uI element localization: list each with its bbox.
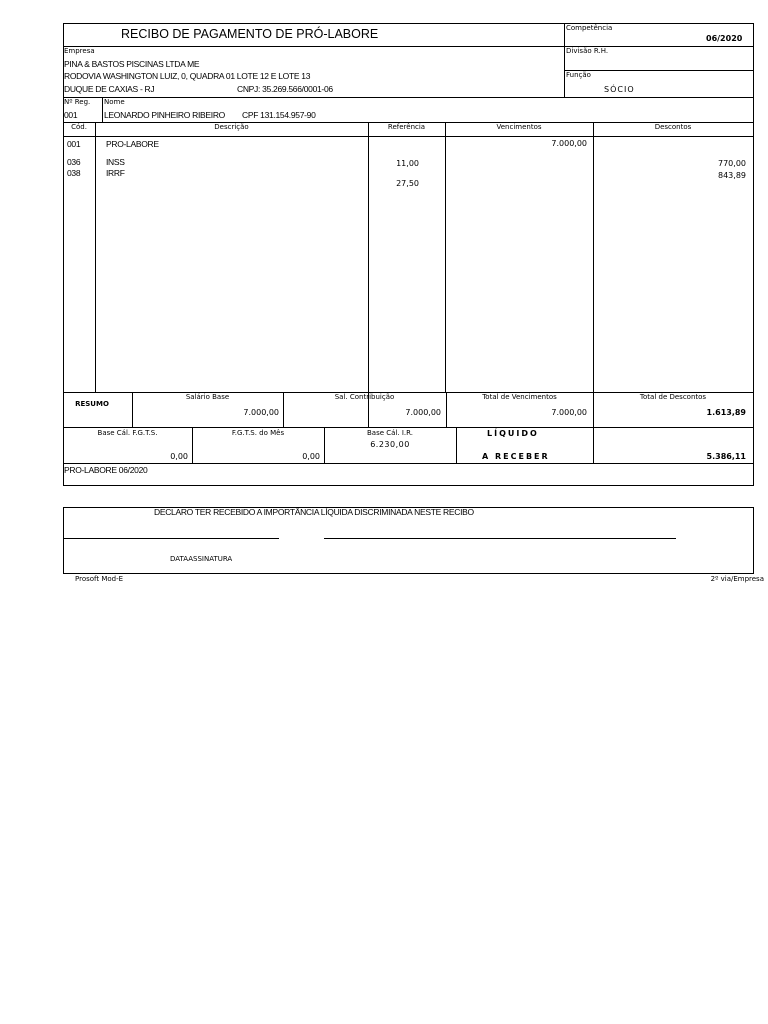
employee-cpf: CPF 131.154.957-90 [242,110,316,120]
row-referencia: 27,50 [396,179,419,188]
row-descontos: 843,89 [718,171,746,180]
a-receber-label: A RECEBER [482,452,550,461]
liquido-label: LÍQUIDO [487,429,539,438]
base-ir-label: Base Cál. I.R. [367,429,413,437]
prosoft-label: Prosoft Mod-E [75,575,124,583]
empresa-address: RODOVIA WASHINGTON LUIZ, 0, QUADRA 01 LOTE 12 E LOTE 13 [64,71,311,81]
declaration-text: DECLARO TER RECEBIDO A IMPORTÂNCIA LÍQUIDA DISCRIMINADA NESTE RECIBO [154,507,474,517]
total-descontos-value: 1.613,89 [706,408,746,417]
base-fgts-value: 0,00 [170,452,188,461]
empresa-label: Empresa [64,47,95,55]
fgts-mes-label: F.G.T.S. do Mês [231,429,285,437]
fgts-mes-value: 0,00 [302,452,320,461]
reg-value: 001 [64,110,78,120]
salario-base-label: Salário Base [185,393,230,401]
liquido-value: 5.386,11 [706,452,746,461]
row-cod: 001 [67,139,81,149]
salario-base-value: 7.000,00 [243,408,279,417]
funcao-value: SÓCIO [604,85,635,94]
empresa-cnpj: CNPJ: 35.269.566/0001-06 [237,84,333,94]
col-header-descricao: Descrição [214,123,249,131]
col-header-descontos: Descontos [654,123,692,131]
data-assinatura-label: DATAASSINATURA [170,555,233,563]
base-ir-value: 6.230,00 [370,440,410,449]
reg-label: Nº Reg. [64,98,91,106]
total-vencimentos-label: Total de Vencimentos [482,393,557,401]
empresa-city: DUQUE DE CAXIAS - RJ [64,84,155,94]
empresa-name: PINA & BASTOS PISCINAS LTDA ME [64,59,200,69]
col-header-referencia: Referência [387,123,426,131]
receipt-title: RECIBO DE PAGAMENTO DE PRÓ-LABORE [121,27,379,41]
sal-contribuicao-label: Sal. Contribuição [334,393,395,401]
total-descontos-label: Total de Descontos [639,393,707,401]
footer-note: PRO-LABORE 06/2020 [64,465,148,475]
via-label: 2º via/Empresa [710,575,764,583]
col-header-cod: Cód. [71,123,87,131]
total-vencimentos-value: 7.000,00 [551,408,587,417]
employee-name: LEONARDO PINHEIRO RIBEIRO [104,110,225,120]
row-referencia: 11,00 [396,159,419,168]
row-cod: 036 [67,157,81,167]
signature-line [324,538,676,539]
name-label: Nome [104,98,125,106]
date-line [63,538,279,539]
sal-contribuicao-value: 7.000,00 [405,408,441,417]
competencia-value: 06/2020 [706,34,743,43]
col-header-vencimentos: Vencimentos [496,123,542,131]
row-descricao: INSS [106,157,125,167]
row-descricao: IRRF [106,168,125,178]
row-descricao: PRO-LABORE [106,139,159,149]
divisao-label: Divisão R.H. [566,47,609,55]
resumo-label: RESUMO [75,400,109,408]
base-fgts-label: Base Cál. F.G.T.S. [97,429,158,437]
funcao-label: Função [566,71,591,79]
row-vencimentos: 7.000,00 [551,139,587,148]
competencia-label: Competência [566,24,613,32]
row-cod: 038 [67,168,81,178]
row-descontos: 770,00 [718,159,746,168]
